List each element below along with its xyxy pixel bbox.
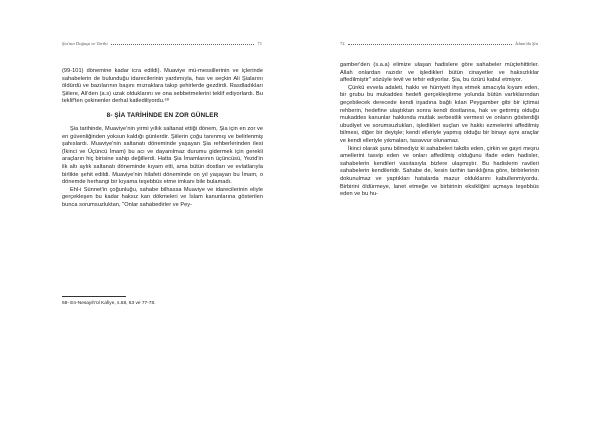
right-page — [300, 0, 600, 424]
right-page-body — [340, 62, 539, 199]
right-page-number: 72 — [340, 41, 345, 46]
left-page-header — [62, 41, 262, 46]
left-header-title: Şia'nın Doğuşu ve Tarihi — [62, 41, 108, 46]
header-leader-dots — [348, 43, 513, 45]
paragraph: Çünkü evvela adaleti, hakkı ve hürriyeti ihya etmek amacıyla kıyam eden, bir grubu bu mukaddes hedefi gerçekleştirme yolunda bütün varlıklarından geçebilecek derecede kendi irşadına bağlı kılan Peygamber gibi bir içtimai rehberin, hedefine ulaştıktan sonra kendi dostlarına, hak ve getirmiş olduğu mukaddes kanunlar hakkında mutlak serbestlik vermesi ve onların gösterdiği ubudiyet ve sorumsuzlukları, işledikleri suçları ve hakkı ezmelerini affedilmiş bilmesi, diğer bir deyişle; kendi elleriyle yapmış olduğu bir binayı aynı araçlar ve kendi elleriyle yıkmaları, tasavvur olunamaz. — [340, 84, 539, 144]
header-leader-dots — [111, 43, 255, 45]
paragraph: Şia tarihinde, Muaviye'nin yirmi yıllık saltanat ettiği dönem, Şia için en zor ve en güvenliğinden yoksun kaldığı günlerdir. Şiilerin çoğu tanınmış ve belirlenmiş şahıslardı. Muaviye'nin saltanatı döneminde yaşayan Şia rehberlerinden ilesi (İkinci ve Üçüncü İmam) bu acı ve dayanılmaz durumu gidermek için gerekli araçların hiç birisine sahip değillerdi. Hatta Şia İmamlarının üçüncüsü, Yezid'in ilk altı aylık saltanatı döneminde kıyam etti, ama bütün dostları ve evlatlarıyla birlikte şehit edildi. Muaviye'nin hilafeti döneminde on yıl yaşayan bu İmam, o dönemde herhangi bir kıyama teşebbüs etme imkanı bile bulamadı. — [62, 125, 263, 186]
paragraph: İkinci olarak şunu bilmediyiz ki sahabeleri takdis eden, çirkin ve gayri meşru amellerini tasvip eden ve onları affedilmiş olduğunu ifade eden hadisler, sahabelerin kendileri vasıtasıyla bizlere ulaşmıştır. Bu hadislerin ravileri sahabelerin kendileridir. Sahabe de, kesin tarihin tanıklığına göre, birbirlerinin dokunulmaz ve yaptıkları hatalarda mazur olduklarını kabullenmiyordu. Birbirini öldürmeye, lanet etmeğe ve birbirinin eksikliğini açmaya teşebbüs eden ve bu hu- — [340, 145, 539, 198]
section-heading: 8- ŞİA TARİHİNDE EN ZOR GÜNLER — [106, 111, 219, 119]
footnote: 68- En-Nesayih'ül Kafiye, s.58, 63 ve 77-78. — [62, 301, 156, 306]
paragraph: (99-101) dönemine kadar icra edildi). Muaviye mü-messillerinin ve içlerinde sahabelerin de bulunduğu idarecilerinin yardımıyla, has ve seçkin Ali Şialarını öldürdü ve bazılarının başını mızraklara takıp şehirlerde gezdirdi. Rasdladıkları Şiilere, Ali'den (a.s) uzak olduklarını ve ona sebbetmelerini teklif ediyorlardı. Bu teklif'ten çekinenler derhal katlediliyordu.⁶⁸ — [62, 68, 263, 105]
left-page-number: 71 — [257, 41, 262, 46]
footnote-divider — [62, 296, 126, 297]
paragraph: gamber'den (s.a.a) elimize ulaşan hadislere göre sahabeler müçtehittirler. Allah onlardan razıdır ve işledikleri bütün cinayetler ve haksızlıklar affedilmiştir" sözüyle tevil ve tefsir ediyorlar. Şia, bu özürü kabul etmiyor. — [340, 62, 539, 84]
right-header-title: İslam'da Şia — [515, 41, 538, 46]
paragraph: Ehl-i Sünnet'in çoğunluğu, sahabe bilhassa Muaviye ve idarecilerinin eliyle gerçekleşen bu kadar haksız kan dökmeleri ve İslam kanunlarına gösterilen bunca sorumsuzluktan, "Onlar sahabedirler ve Pey- — [62, 186, 263, 208]
left-page-body — [62, 68, 263, 210]
right-page-header — [340, 41, 538, 46]
